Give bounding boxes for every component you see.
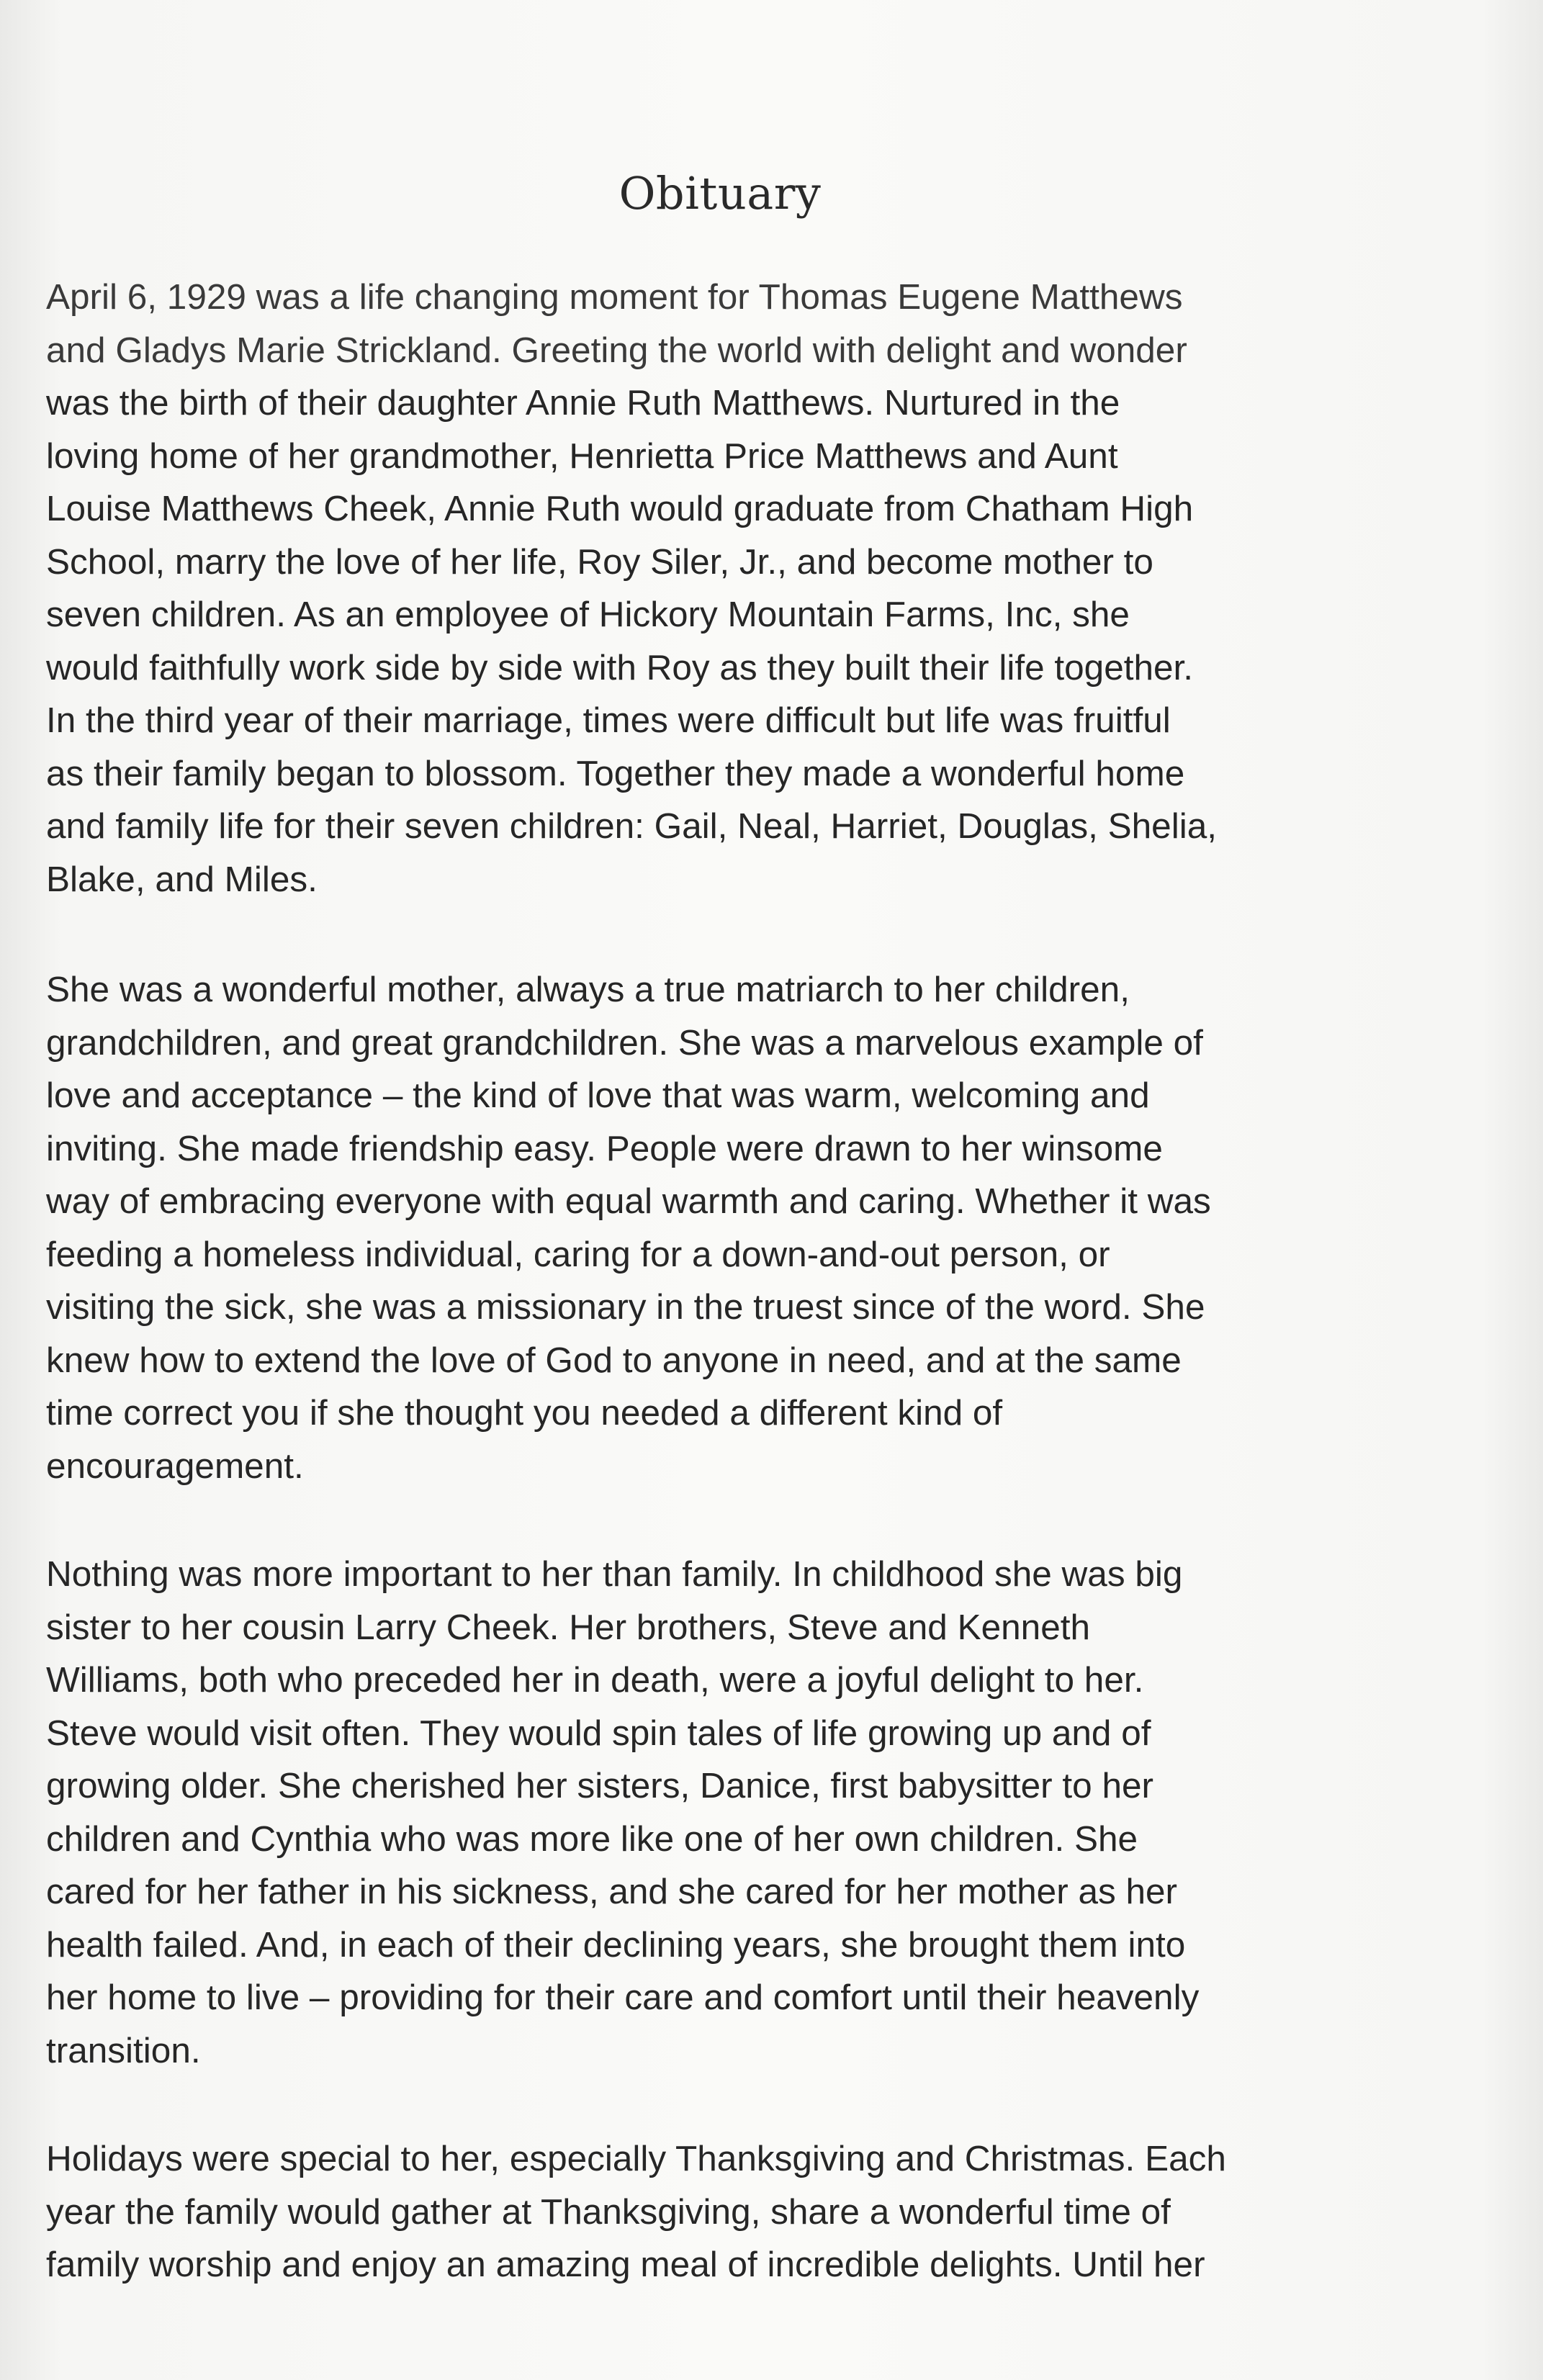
- text-line: year the family would gather at Thanksgiving, share a wonderful time of: [46, 2191, 1171, 2232]
- text-line: and family life for their seven children: Gail, Neal, Harriet, Douglas, Shelia,: [46, 806, 1217, 846]
- text-line: Blake, and Miles.: [46, 859, 318, 899]
- text-line: transition.: [46, 2030, 201, 2070]
- text-line: and Gladys Marie Strickland. Greeting the world with delight and wonder: [46, 330, 1187, 370]
- text-line: would faithfully work side by side with Roy as they built their life together.: [46, 647, 1194, 688]
- text-line: She was a wonderful mother, always a true matriarch to her children,: [46, 970, 1130, 1009]
- paragraph-mother-and-matriarch: [46, 963, 1400, 1492]
- text-line: grandchildren, and great grandchildren. She was a marvelous example of: [46, 1022, 1203, 1063]
- text-line: cared for her father in his sickness, and she cared for her mother as her: [46, 1872, 1178, 1911]
- text-line: as their family began to blossom. Together they made a wonderful home: [46, 753, 1185, 793]
- text-line: seven children. As an employee of Hickory Mountain Farms, Inc, she: [46, 595, 1130, 634]
- text-line: Louise Matthews Cheek, Annie Ruth would graduate from Chatham High: [46, 489, 1194, 528]
- text-line: Steve would visit often. They would spin tales of life growing up and of: [46, 1713, 1151, 1753]
- text-line: way of embracing everyone with equal warmth and caring. Whether it was: [46, 1181, 1211, 1221]
- text-line: loving home of her grandmother, Henrietta Price Matthews and Aunt: [46, 436, 1118, 476]
- text-line: encouragement.: [46, 1446, 304, 1486]
- text-line: feeding a homeless individual, caring for a down-and-out person, or: [46, 1234, 1110, 1274]
- text-line: School, marry the love of her life, Roy Siler, Jr., and become mother to: [46, 541, 1153, 582]
- text-line: growing older. She cherished her sisters, Danice, first babysitter to her: [46, 1766, 1153, 1806]
- text-line: In the third year of their marriage, times were difficult but life was fruitful: [46, 700, 1171, 740]
- text-line: love and acceptance – the kind of love that was warm, welcoming and: [46, 1076, 1150, 1115]
- text-line: children and Cynthia who was more like one of her own children. She: [46, 1818, 1138, 1859]
- page-title: Obituary: [618, 167, 822, 220]
- text-line: Holidays were special to her, especially Thanksgiving and Christmas. Each: [46, 2139, 1226, 2178]
- text-line: family worship and enjoy an amazing meal of incredible delights. Until her: [46, 2245, 1205, 2284]
- text-line: time correct you if she thought you needed a different kind of: [46, 1393, 1003, 1433]
- text-line: inviting. She made friendship easy. People were drawn to her winsome: [46, 1128, 1163, 1168]
- text-line: April 6, 1929 was a life changing moment for Thomas Eugene Matthews: [46, 277, 1183, 317]
- text-line: Williams, both who preceded her in death, were a joyful delight to her.: [46, 1660, 1144, 1700]
- text-line: Nothing was more important to her than family. In childhood she was big: [46, 1554, 1183, 1594]
- text-line: health failed. And, in each of their declining years, she brought them into: [46, 1924, 1186, 1965]
- paragraph-holidays: [46, 2132, 1400, 2291]
- text-line: was the birth of their daughter Annie Ruth Matthews. Nurtured in the: [46, 383, 1120, 423]
- text-line: knew how to extend the love of God to anyone in need, and at the same: [46, 1340, 1182, 1380]
- text-line: sister to her cousin Larry Cheek. Her brothers, Steve and Kenneth: [46, 1607, 1091, 1647]
- paragraph-birth-and-family: [46, 271, 1400, 906]
- text-line: her home to live – providing for their care and comfort until their heavenly: [46, 1978, 1200, 2017]
- paragraph-importance-of-family: [46, 1548, 1400, 2077]
- text-line: visiting the sick, she was a missionary in the truest since of the word. She: [46, 1287, 1205, 1327]
